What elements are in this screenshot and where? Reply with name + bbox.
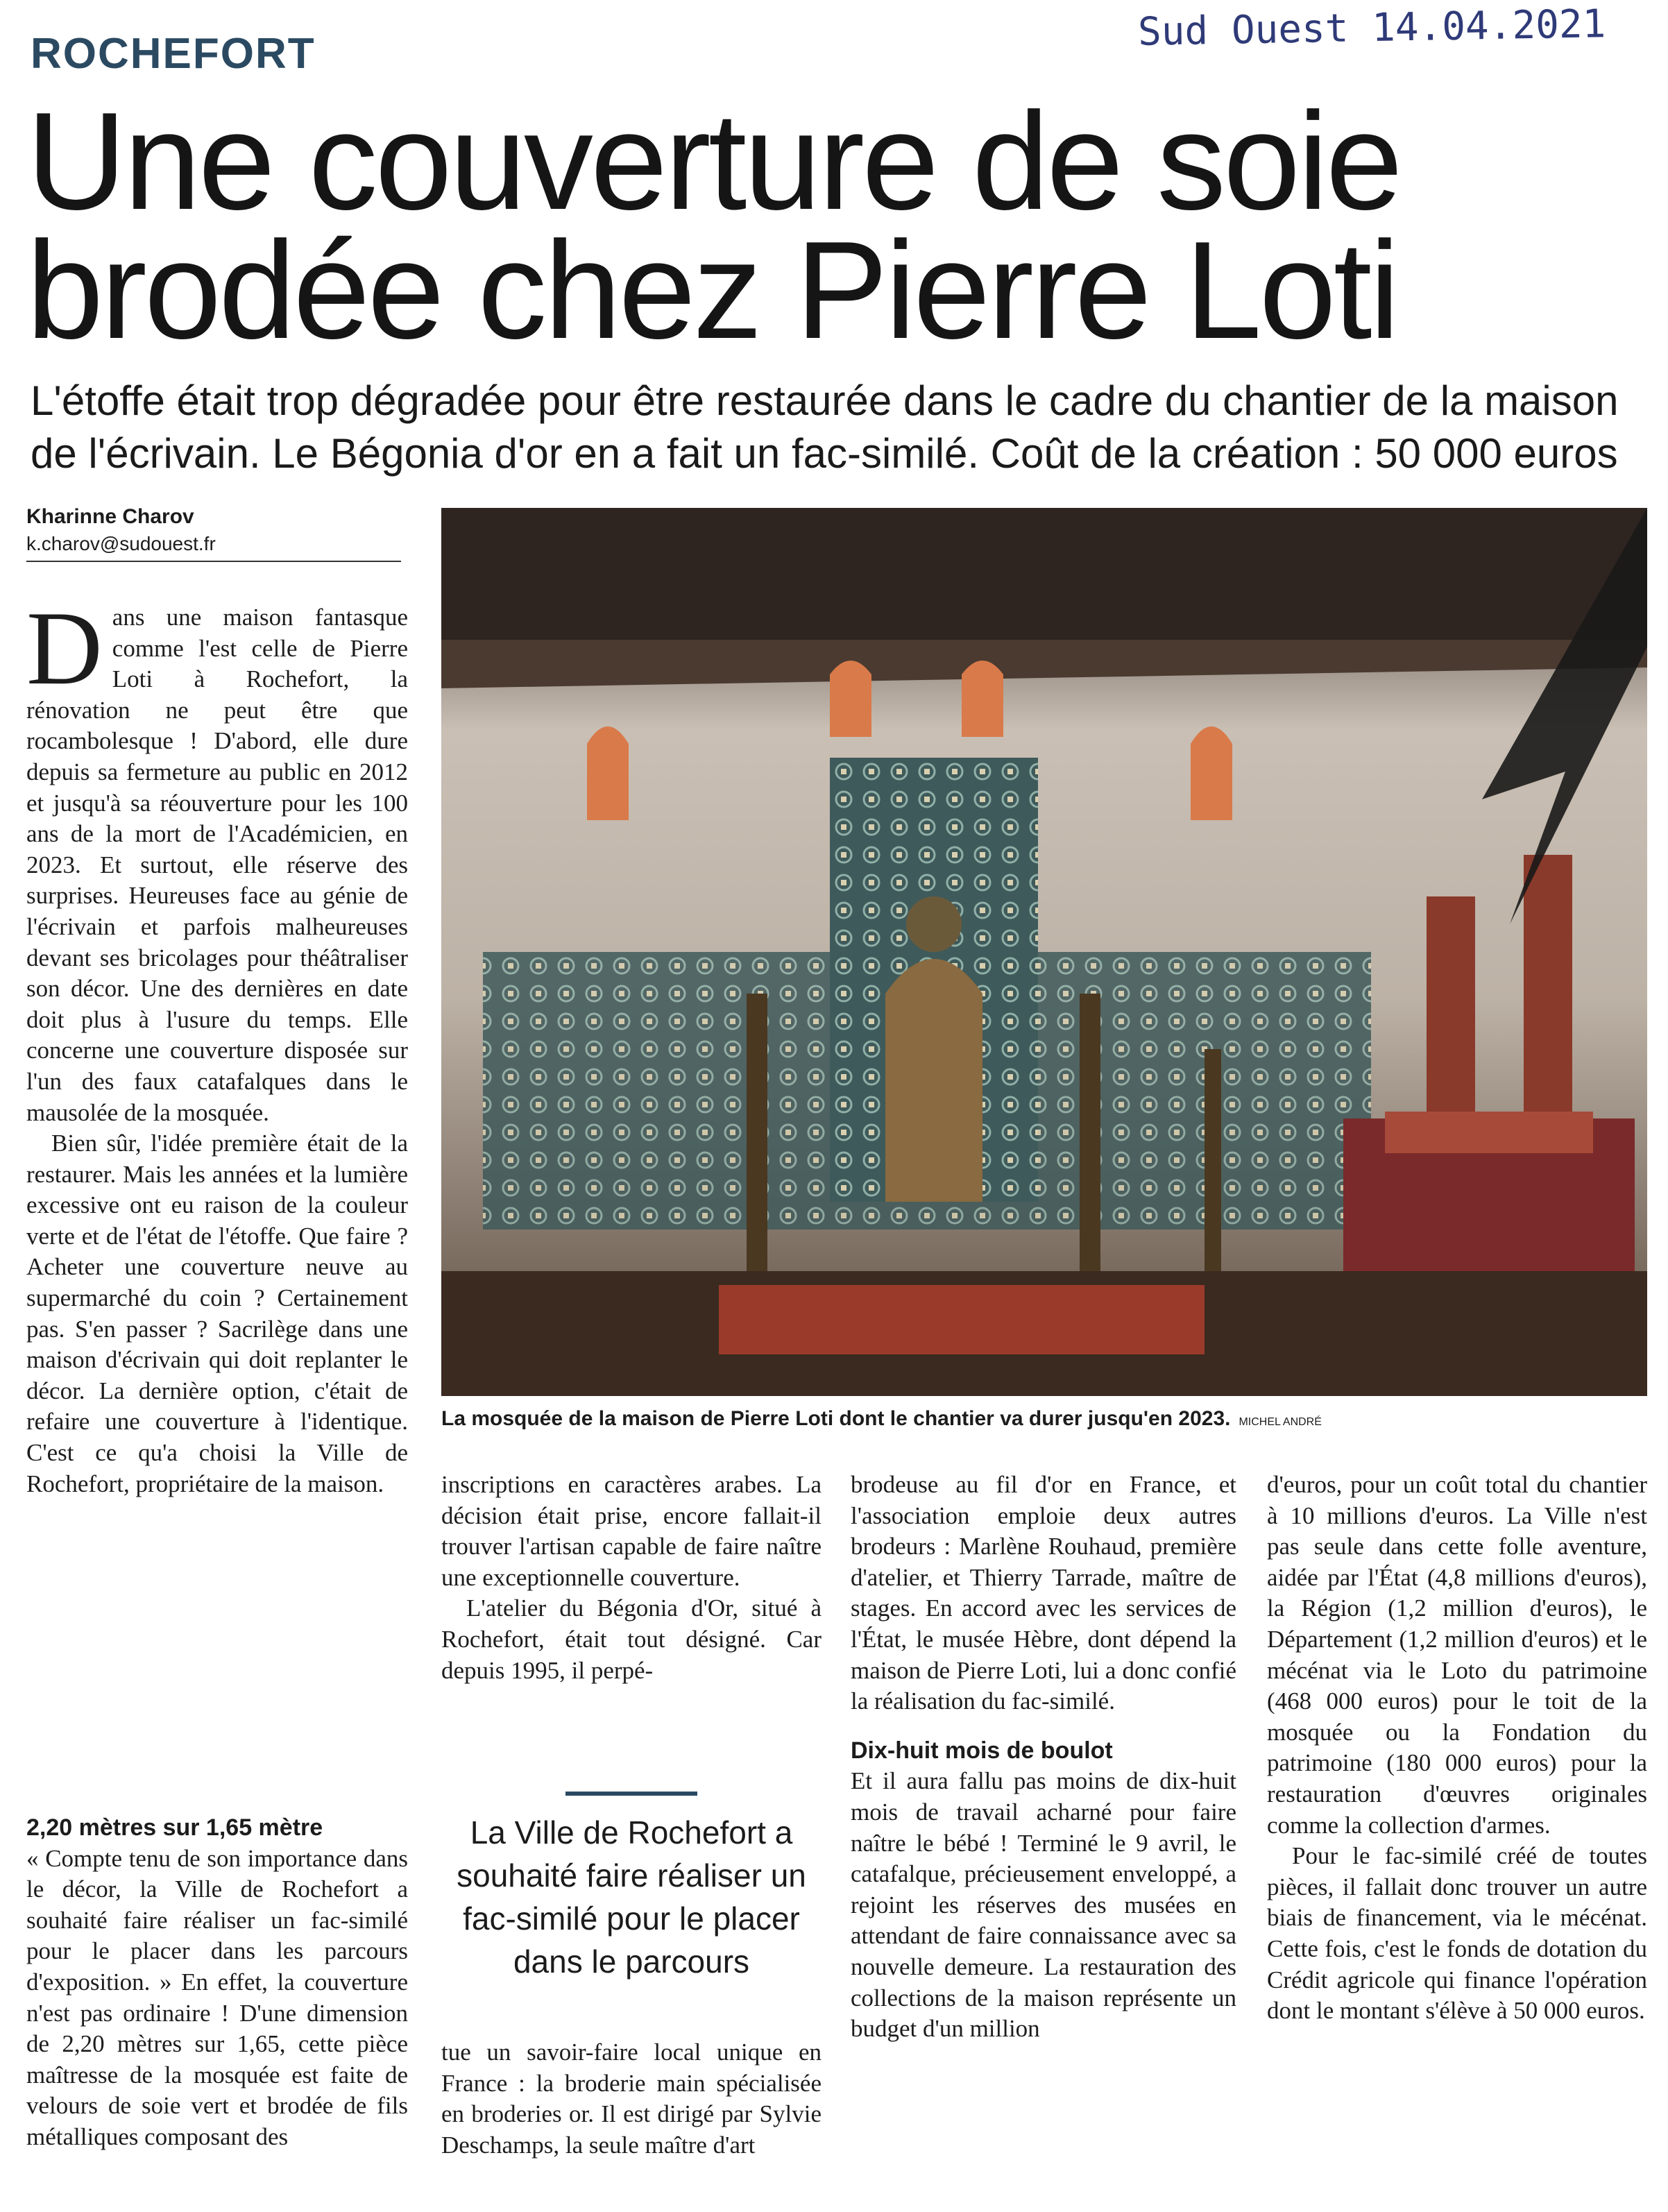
subhead-dimensions: 2,20 mètres sur 1,65 mètre	[26, 1814, 323, 1841]
caption-text: La mosquée de la maison de Pierre Loti dont le chantier va durer jusqu'en 2023.	[441, 1407, 1231, 1430]
subhead-eighteen-months: Dix-huit mois de boulot	[851, 1737, 1113, 1764]
paragraph-4: inscriptions en caractères arabes. La décision était prise, encore fallait-il trouver l'artisan capable de faire naître une exceptionnelle couverture.	[441, 1471, 822, 1591]
paragraph-10: Pour le fac-similé créé de toutes pièces, il fallait donc trouver un autre biais de financement, via le mécénat. Cette fois, c'est le fonds de dotation du Crédit agricole qui finance l'opération dont le montant s'élève à 50 000 euros.	[1267, 1842, 1647, 2025]
paragraph-1-text: ans une maison fantasque comme l'est celle de Pierre Loti à Rochefort, la rénovation ne peut être que rocambolesque ! D'abord, elle dure depuis sa fermeture au public en 2012 et jusqu'à sa réouverture pour les 100 ans de la mort de l'Académicien, en 2023. Et surtout, elle réserve des surprises. Heureuses face au génie de l'écrivain et parfois malheureuses devant ses bricolages pour théâtraliser son décor. Une des dernières en date doit plus à l'usure du temps. Elle concerne une couverture disposée sur l'un des faux catafalques dans le mausolée de la mosquée.	[26, 604, 408, 1126]
dropcap: D	[26, 590, 103, 706]
author-name: Kharinne Charov	[26, 505, 194, 528]
paragraph-6: tue un savoir-faire local unique en France : la broderie main spécialisée en broderies or. Il est dirigé par Sylvie Deschamps, la seule maître d'art	[441, 2039, 822, 2159]
paragraph-5: L'atelier du Bégonia d'Or, situé à Rochefort, était tout désigné. Car depuis 1995, il perpé-	[441, 1594, 822, 1684]
column-4	[1267, 1470, 1647, 2027]
column-1-bottom	[26, 1812, 408, 2153]
column-1	[26, 590, 408, 1499]
pull-quote	[441, 1792, 822, 1983]
section-label: ROCHEFORT	[31, 30, 316, 78]
paragraph-9: d'euros, pour un coût total du chantier à 10 millions d'euros. La Ville n'est pas seule dans cette folle aventure, aidée par l'État (4,8 millions d'euros), la Région (1,2 million d'euros), le Département (1,2 million d'euros) et le mécénat via le Loto du patrimoine (468 000 euros) pour le toit de la mosquée ou la Fondation du patrimoine (180 000 euros) pour la restauration d'œuvres originales comme la collection d'armes.	[1267, 1471, 1647, 1839]
column-3	[851, 1470, 1236, 2045]
article-photo	[441, 508, 1647, 1396]
column-2-bottom	[441, 2037, 822, 2161]
pull-quote-text: La Ville de Rochefort a souhaité faire réaliser un fac-similé pour le placer dans le parcours	[457, 1814, 806, 1980]
paragraph-2: Bien sûr, l'idée première était de la restaurer. Mais les années et la lumière excessive ont eu raison de la couleur verte et de l'état de l'étoffe. Que faire ? Acheter une couverture neuve au supermarché du coin ? Certainement pas. S'en passer ? Sacrilège dans une maison d'écrivain qui doit replanter le décor. La dernière option, c'était de refaire une couverture à l'identique. C'est ce qu'a choisi la Ville de Rochefort, propriétaire de la maison.	[26, 1130, 408, 1497]
paragraph-3: « Compte tenu de son importance dans le décor, la Ville de Rochefort a souhaité faire réaliser un fac-similé pour le placer dans les parcours d'exposition. » En effet, la couverture n'est pas ordinaire ! D'une dimension de 2,20 mètres sur 1,65, cette pièce maîtresse de la mosquée est faite de velours de soie vert et brodée de fils métalliques composant des	[26, 1844, 408, 2150]
photo-caption	[441, 1407, 1647, 1431]
column-2	[441, 1470, 822, 1686]
mosque-interior-image	[441, 508, 1647, 1396]
headline: Une couverture de soie brodée chez Pierre Loti	[26, 84, 1400, 368]
byline	[26, 505, 401, 562]
author-email: k.charov@sudouest.fr	[26, 533, 401, 562]
handwritten-source-note: Sud Ouest 14.04.2021	[1137, 1, 1606, 55]
photo-credit: MICHEL ANDRÉ	[1239, 1416, 1322, 1428]
paragraph-8: Et il aura fallu pas moins de dix-huit mois de travail acharné pour faire naître le bébé ! Terminé le 9 avril, le catafalque, précieusement enveloppé, a rejoint les réserves des musées en attendant de faire connaissance avec sa nouvelle demeure. La restauration des collections de la maison représente un budget d'un million	[851, 1767, 1236, 2043]
paragraph-7: brodeuse au fil d'or en France, et l'association emploie deux autres brodeurs : Marlène Rouhaud, première d'atelier, et Thierry Tarrade, maître de stages. En accord avec les services de l'État, le musée Hèbre, dont dépend la maison de Pierre Loti, lui a donc confié la réalisation du fac-similé.	[851, 1471, 1236, 1715]
paragraph-1	[26, 590, 408, 1128]
deck: L'étoffe était trop dégradée pour être restaurée dans le cadre du chantier de la maison de l'écrivain. Le Bégonia d'or en a fait un fac-similé. Coût de la création : 50 000 euros	[31, 377, 1619, 477]
pull-quote-rule	[565, 1792, 697, 1796]
